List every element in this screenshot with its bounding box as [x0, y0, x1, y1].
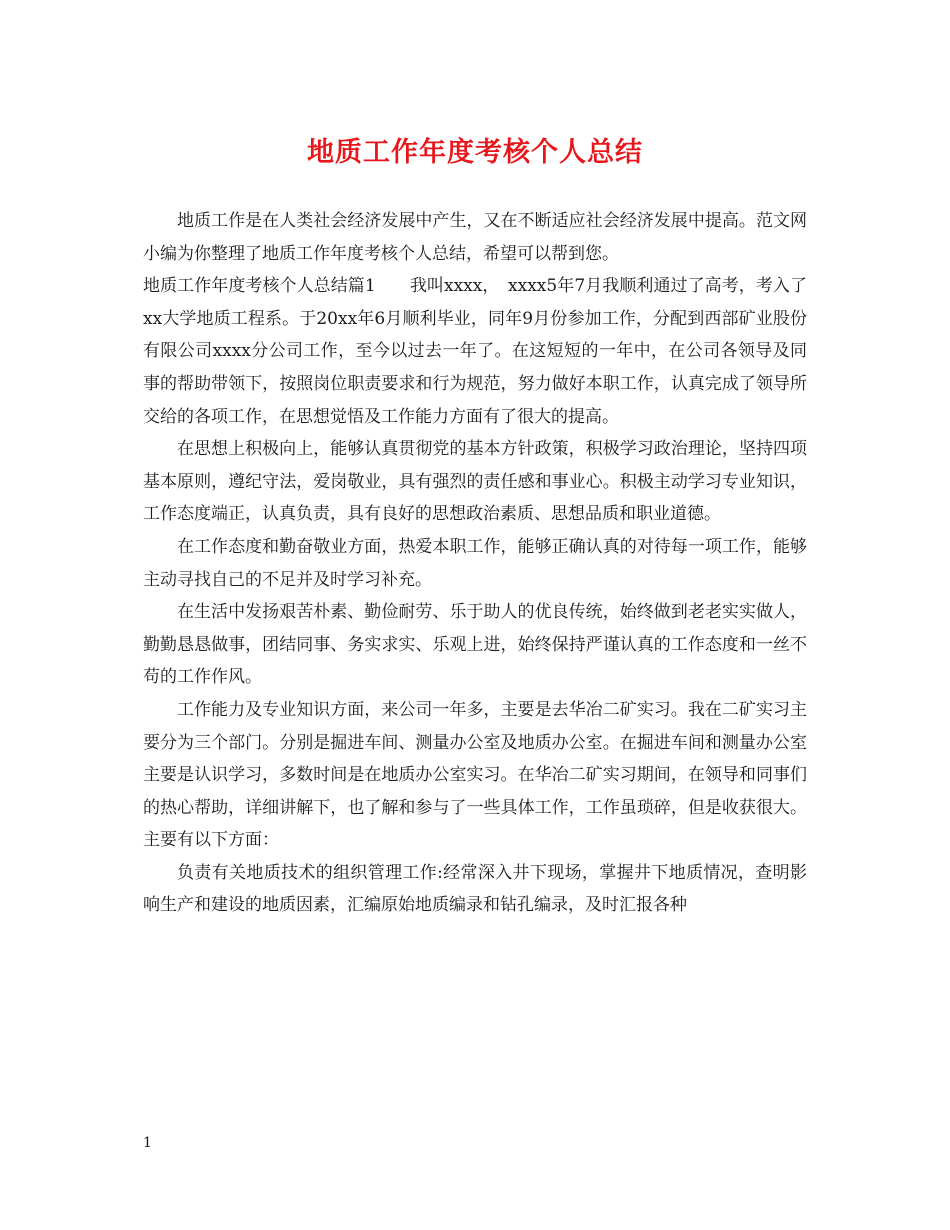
- paragraph-1: 地质工作年度考核个人总结篇1 我叫xxxx， xxxx5年7月我顺利通过了高考，考入了xx大学地质工程系。于20xx年6月顺利毕业，同年9月份参加工作，分配到西部矿业股份有限公司xxxx分公司工作，至今以过去一年了。在这短短的一年中，在公司各领导及同事的帮助带领下，按照岗位职责要求和行为规范，努力做好本职工作，认真完成了领导所交给的各项工作，在思想觉悟及工作能力方面有了很大的提高。: [143, 276, 807, 427]
- document-body: [143, 205, 807, 922]
- paragraph-4: 在生活中发扬艰苦朴素、勤俭耐劳、乐于助人的优良传统，始终做到老老实实做人，勤勤恳恳做事，团结同事、务实求实、乐观上进，始终保持严谨认真的工作态度和一丝不苟的工作作风。: [143, 602, 807, 688]
- paragraph-2: 在思想上积极向上，能够认真贯彻党的基本方针政策，积极学习政治理论，坚持四项基本原则，遵纪守法，爱岗敬业，具有强烈的责任感和事业心。积极主动学习专业知识，工作态度端正，认真负责，具有良好的思想政治素质、思想品质和职业道德。: [143, 439, 807, 525]
- page-number: 1: [143, 1135, 152, 1151]
- paragraph-3: 在工作态度和勤奋敬业方面，热爱本职工作，能够正确认真的对待每一项工作，能够主动寻找自己的不足并及时学习补充。: [143, 536, 807, 590]
- paragraph-5: 工作能力及专业知识方面，来公司一年多，主要是去华冶二矿实习。我在二矿实习主要分为三个部门。分别是掘进车间、测量办公室及地质办公室。在掘进车间和测量办公室主要是认识学习，多数时间是在地质办公室实习。在华冶二矿实习期间，在领导和同事们的热心帮助，详细讲解下，也了解和参与了一些具体工作，工作虽琐碎，但是收获很大。主要有以下方面：: [143, 699, 807, 851]
- paragraph-intro: 地质工作是在人类社会经济发展中产生，又在不断适应社会经济发展中提高。范文网小编为你整理了地质工作年度考核个人总结，希望可以帮到您。: [143, 211, 807, 264]
- document-title: 地质工作年度考核个人总结: [307, 137, 643, 168]
- paragraph-6: 负责有关地质技术的组织管理工作:经常深入井下现场，掌握井下地质情况，查明影响生产和建设的地质因素，汇编原始地质编录和钻孔编录，及时汇报各种: [143, 862, 807, 916]
